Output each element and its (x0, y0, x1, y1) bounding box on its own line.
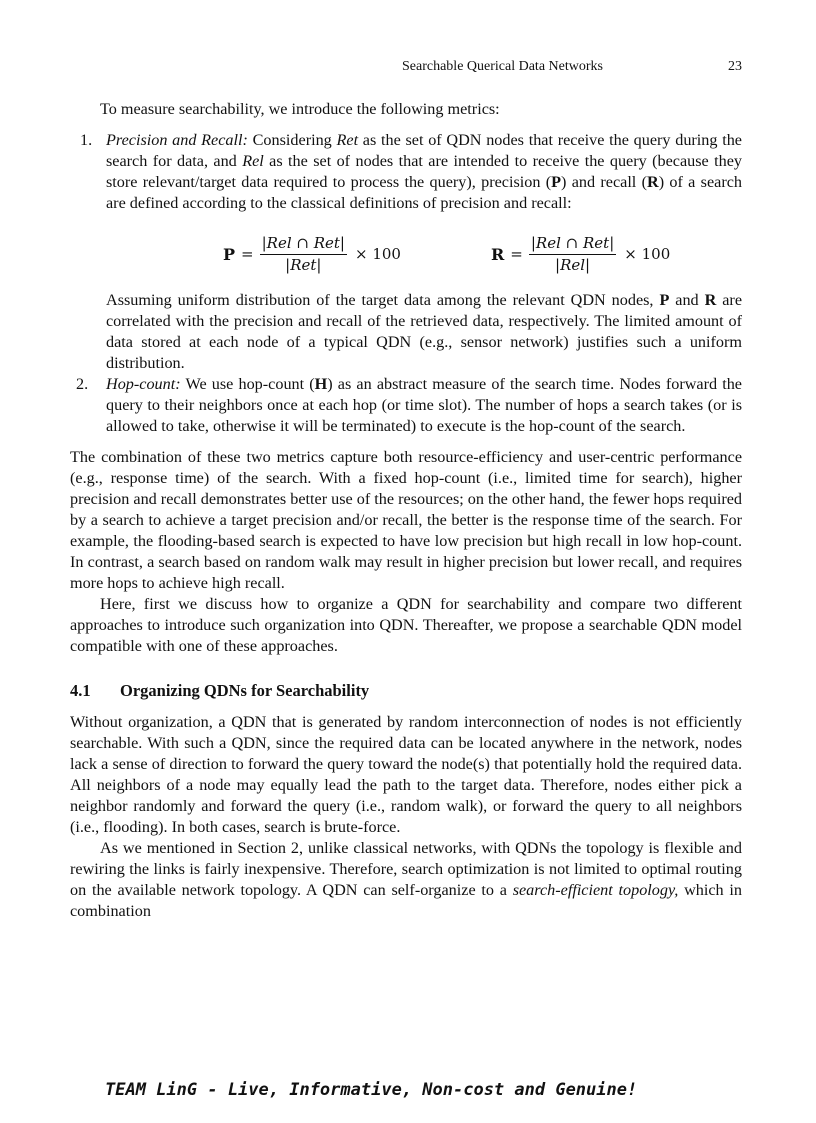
fraction-numerator: |Rel ∩ Ret| (260, 234, 347, 255)
fraction-denominator: |Rel| (555, 255, 591, 274)
symbol-p: P (551, 173, 562, 191)
precision-formula (223, 226, 401, 282)
metrics-intro: To measure searchability, we introduce the following metrics: (100, 100, 500, 118)
running-title: Searchable Querical Data Networks (402, 59, 603, 74)
symbol-h: H (314, 375, 328, 393)
precision-fraction (260, 234, 347, 275)
symbol-r: R (647, 173, 659, 191)
recall-formula (491, 226, 670, 282)
symbol-rel: Rel (242, 152, 264, 170)
paragraph-combination: The combination of these two metrics capture both resource-efficiency and user-centric performance (e.g., response time) of the search. With a fixed hop-count (i.e., limited time for search), higher precision and recall demonstrates better use of the resources; on the other hand, the fewer hops required by a search to achieve a target precision and/or recall, the better is the response time of the search. For example, the flooding-based search is expected to have low precision but high recall in low hop-count. In contrast, a search based on random walk may result in higher precision but lower recall, and requires more hops to achieve high recall. (70, 448, 742, 592)
page-body (70, 99, 742, 922)
formula-lhs-r: R (491, 244, 505, 264)
text-span: which in combination (70, 881, 742, 920)
metrics-list (70, 130, 742, 437)
list-item-precision-recall (70, 130, 742, 374)
uniform-distribution-assumption (106, 290, 742, 374)
page-number: 23 (728, 59, 742, 74)
text-span: Considering (247, 131, 337, 149)
term-hop-count: Hop-count: (106, 375, 181, 393)
list-item-hop-count (70, 374, 742, 437)
text-span: ) and recall ( (561, 173, 647, 191)
text-span: We use hop-count ( (180, 375, 315, 393)
paragraph-without-organization: Without organization, a QDN that is generated by random interconnection of nodes is not efficiently searchable. With such a QDN, since the required data can be located anywhere in the network, nodes lack a sense of direction to forward the query toward the node(s) that potentially hold the required data. All neighbors of a node may equally lead the path to the target data. Therefore, nodes either pick a neighbor randomly and forward the query (i.e., random walk), or forward the query to all neighbors (i.e., flooding). In both cases, search is brute-force. (70, 713, 742, 836)
text-span: As we mentioned in Section 2, unlike classical networks, with QDNs the topology is flexible and rewiring the links is fairly inexpensive. Therefore, search optimization is not limited to optimal routing on the available network topology. A QDN can self-organize to a (70, 839, 742, 899)
formula-block (106, 226, 742, 282)
list-item-number: 1. (80, 131, 93, 149)
text-span: and (669, 291, 705, 309)
list-item-number: 2. (76, 375, 89, 393)
recall-fraction (529, 234, 616, 275)
equals-sign: = (241, 244, 254, 263)
section-heading (70, 680, 742, 701)
text-span: as the set of QDN nodes that receive the query during the search for data, and (106, 131, 742, 170)
term-precision-recall: Precision and Recall: (106, 131, 248, 149)
precision-recall-definition (106, 130, 742, 214)
footer-banner: TEAM LinG - Live, Informative, Non-cost and Genuine! (105, 1080, 638, 1100)
symbol-ret: Ret (336, 131, 359, 149)
equals-sign: = (510, 244, 523, 263)
formula-lhs-p: P (223, 244, 236, 264)
text-span: ) of a search are defined according to the classical definitions of precision and recall: (106, 173, 742, 212)
symbol-p: P (659, 291, 670, 309)
section-title: Organizing QDNs for Searchability (120, 681, 370, 700)
paragraph-as-we-mentioned (70, 838, 742, 922)
section-number: 4.1 (70, 681, 91, 700)
text-span: as the set of nodes that are intended to receive the query (because they store relevant/target data required to process the query), precision ( (106, 152, 743, 191)
symbol-r: R (704, 291, 717, 309)
times-hundred: × 100 (355, 244, 401, 263)
paragraph-here: Here, first we discuss how to organize a QDN for searchability and compare two different approaches to introduce such organization into QDN. Thereafter, we propose a searchable QDN model compatible with one of these approaches. (70, 595, 742, 655)
times-hundred: × 100 (624, 244, 671, 263)
term-search-efficient-topology: search-efficient topology, (512, 881, 679, 899)
hop-count-definition (106, 374, 742, 437)
fraction-numerator: |Rel ∩ Ret| (529, 234, 616, 255)
text-span: ) as an abstract measure of the search time. Nodes forward the query to their neighbors once at each hop (or time slot). The number of hops a search takes (or is allowed to take, otherwise it will be terminated) to execute is the hop-count of the search. (106, 375, 742, 435)
fraction-denominator: |Ret| (285, 255, 322, 274)
text-span: are correlated with the precision and recall of the retrieved data, respectively. The limited amount of data stored at each node of a typical QDN (e.g., sensor network) justifies such a uniform distribution. (106, 291, 743, 372)
text-span: Assuming uniform distribution of the target data among the relevant QDN nodes, (106, 291, 660, 309)
